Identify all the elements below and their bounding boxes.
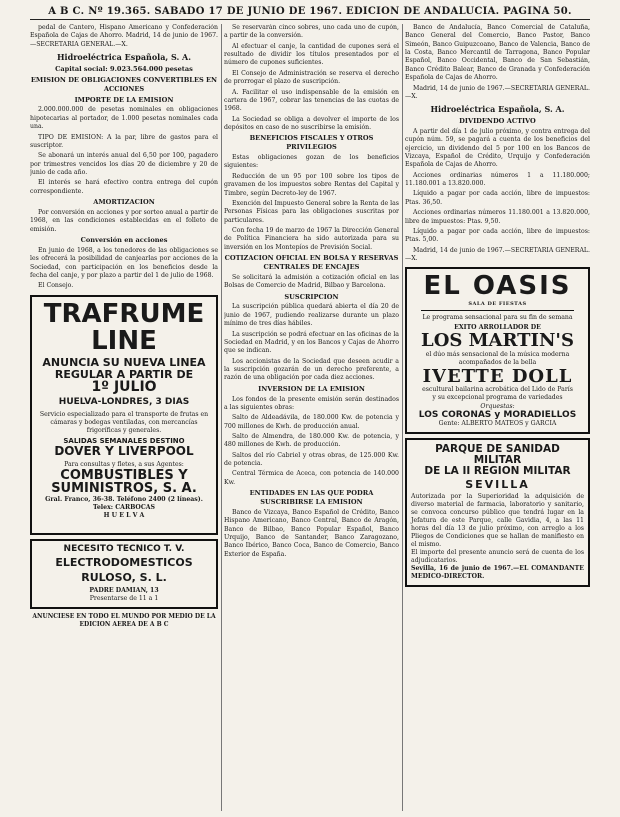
paragraph: TIPO DE EMISION: A la par, libre de gastos para el suscriptor. [30,133,218,149]
column-3-intro: Banco de Andalucía, Banco Comercial de Cataluña, Banco General del Comercio, Banco Pastor, Banco Simeón, Banco Guipuzcoano, Banco de Valencia, Banco de la Costa, Banco Mercantil de Tarragona, Banco Popular Español, Banco Occidental, Banco de San Sebastián, Banco Crédito Balear, Banco de Granada y Confederación Española de Cajas de Ahorro. [405,24,590,82]
oasis-orch-label: Orquestas: [480,402,515,410]
paragraph: Al efectuar el canje, la cantidad de cupones será el resultado de dividir los títulos presentados por el número de cupones suficientes. [224,42,399,67]
oasis-text: escultural bailarina acrobática del Lido de París [422,386,573,394]
subscription-text: Los accionistas de la Sociedad que deseen acudir a la suscripción gozarán de un derecho preferente, a razón de una obligación por cada diez acciones. [224,357,399,382]
signature: El Consejo. [38,282,74,290]
signature-date: Madrid, 14 de junio de 1967.—SECRETARIA GENERAL.—X. [405,246,590,262]
page-header: A B C. Nº 19.365. SABADO 17 DE JUNIO DE 1967. EDICION DE ANDALUCIA. PAGINA 50. [30,6,590,20]
company-heading: Hidroeléctrica Española, S. A. [430,104,565,115]
amortization-text: Por conversión en acciones y por sorteo anual a partir de 1968, en las condiciones establecidas en el folleto de emisión. [30,208,218,233]
oasis-text: y su excepcional programa de variedades [432,394,563,402]
banks-text: Banco de Vizcaya, Banco Español de Crédito, Banco Hispano Americano, Banco Central, Banco de Aragón, Banco de Bilbao, Banco Popular Español, Banco Urquijo, Banco de Santander, Banco Zaragozano, Banco Ibérico, Banco Coca, Banco de Comercio, Banco Exterior de España. [224,508,399,558]
paragraph: A partir del día 1 de julio próximo, y contra entrega del cupón núm. 59, se pagará a cuenta de los beneficios del ejercicio, un dividendo del 5 por 100 en los Bancos de Vizcaya, Español de Crédito, Urquijo y Confederación Española de Cajas de Ahorro. [405,127,590,169]
oasis-text: EXITO ARROLLADOR DE [454,324,541,332]
trafrume-agent-2: SUMINISTROS, S. A. [51,481,197,497]
column-divider [402,24,403,811]
column-1 [30,24,218,811]
investment-text: Salto de Almendra, de 180.000 Kw. de potencia, y 480 millones de Kwh. de producción. [224,433,399,449]
tecnico-ad [30,539,218,610]
paragraph: Acciones ordinarias números 1 a 11.180.000; 11.180.001 a 13.820.000. [405,171,590,188]
paragraph: Se reservarán cinco sobres, uno cada uno de cupón, a partir de la conversión. [224,24,399,40]
parque-signature: Sevilla, 16 de junio de 1967.—EL COMANDANTE MEDICO-DIRECTOR. [411,565,584,581]
trafrume-contact: Para consultas y fletes, a sus Agentes: [64,460,184,468]
trafrume-agent-1: COMBUSTIBLES Y [60,467,188,483]
conversion-heading: Conversión en acciones [80,236,168,244]
fiscal-heading: BENEFICIOS FISCALES Y OTROS PRIVILEGIOS [249,134,374,152]
oasis-ad [405,267,590,434]
quote-text: Se solicitará la admisión a cotización oficial en las Bolsas de Comercio de Madrid, Bilbao y Barcelona. [224,273,399,290]
investment-text: Central Térmica de Aceca, con potencia de 140.000 Kw. [224,470,399,486]
fiscal-text: Reducción de un 95 por 100 sobre los tipos de gravamen de los impuestos sobre Rentas del Capital y Timbre, según Decreto-ley de 1967. [224,172,399,197]
subscription-text: La suscripción pública quedará abierta el día 20 de junio de 1967, pudiendo realizarse durante un plazo mínimo de tres días hábiles. [224,303,399,328]
paragraph: Líquido a pagar por cada acción, libre de impuestos: Ptas. 36,50. [405,190,590,206]
paragraph: 2.000.000.000 de pesetas nominales en obligaciones hipotecarias al portador, de 1.000 pesetas nominales cada una. [30,106,218,131]
oasis-text: el dúo más sensacional de la música moderna acompañados de la bella [425,351,570,367]
trafrume-weekly: SALIDAS SEMANALES DESTINO [63,436,185,445]
paragraph: El Consejo de Administración se reserva el derecho de prorrogar el plazo de suscripción. [224,69,399,86]
intro-date: Madrid, 14 de junio de 1967.—SECRETARIA GENERAL.—X. [405,84,590,100]
banks-heading: ENTIDADES EN LAS QUE PODRA SUSCRIBIRSE LA EMISION [249,489,374,507]
oasis-title: EL OASIS [423,271,572,302]
parque-line2: DE LA II REGION MILITAR [424,465,571,478]
fiscal-text: Exención del Impuesto General sobre la Renta de las Personas Físicas para las obligaciones suscritas por particulares. [224,199,399,224]
trafrume-title: TRAFRUME LINE [43,298,205,356]
tecnico-line3: RULOSO, S. L. [81,570,167,584]
company-heading: Hidroeléctrica Española, S. A. [57,52,191,63]
paragraph: El interés se hará efectivo contra entrega del cupón correspondiente. [30,179,218,195]
conversion-text: En junio de 1968, a los tenedores de las obligaciones se les ofrecerá la posibilidad de canjearlas por acciones de la Sociedad, con participación en los beneficios desde la fecha del canje, y por plazo a partir del 1 de julio de 1968. [30,246,218,279]
subscription-heading: SUSCRIPCION [284,292,339,301]
oasis-text: Le programa sensacional para su fin de semana [422,314,573,322]
emission-line: IMPORTE DE LA EMISION [74,95,174,104]
column-2 [224,24,399,811]
emission-line: EMISION DE OBLIGACIONES CONVERTIBLES EN ACCIONES [30,75,218,93]
parque-line1: PARQUE DE SANIDAD MILITAR [435,443,560,467]
column-3 [405,24,590,811]
parque-city: SEVILLA [465,478,530,492]
trafrume-route: HUELVA-LONDRES, 3 DIAS [58,397,190,408]
trafrume-desc: Servicio especializado para el transporte de frutas en cámaras y bodegas ventiladas, con mercancías frigoríficas y generales. [39,410,209,434]
oasis-act-1: LOS MARTIN'S [421,330,574,352]
trafrume-ad [30,295,218,535]
paragraph: Líquido a pagar por cada acción, libre de impuestos: Ptas. 5,00. [405,227,590,244]
trafrume-line1: ANUNCIA SU NUEVA LINEA [42,356,206,370]
tecnico-address: PADRE DAMIAN, 13 [89,587,159,595]
dividend-heading: DIVIDENDO ACTIVO [459,117,536,126]
column-divider [221,24,222,811]
quote-heading: COTIZACION OFICIAL EN BOLSA Y RESERVAS CENTRALES DE ENCAJES [224,254,399,271]
amortization-heading: AMORTIZACION [93,198,155,207]
investment-text: Saltos del río Cabriel y otras obras, de 125.000 Kw. de potencia. [224,451,399,468]
parque-body: Autorizada por la Superioridad la adquisición de diverso material de farmacia, laboratorio y sanitario, se convoca concurso público que tendrá lugar en la Jefatura de este Parque, calle Gavidia, 4, a las 11 horas del día 13 de julio próximo, con arreglo a los Pliegos de Condiciones que se hallan de manifiesto en el mismo. [411,492,584,549]
trafrume-dest: DOVER Y LIVERPOOL [54,444,194,459]
oasis-subtitle: SALA DE FIESTAS [468,300,527,307]
tecnico-line2: ELECTRODOMESTICOS [55,556,193,570]
investment-heading: INVERSION DE LA EMISION [258,384,365,393]
subscription-text: La suscripción se podrá efectuar en las oficinas de la Sociedad en Madrid, y en los Bancos y Cajas de Ahorro que se indican. [224,330,399,355]
tecnico-line1: NECESITO TECNICO T. V. [63,543,185,554]
investment-text: Salto de Aldeadávila, de 180.000 Kw. de potencia y 700 millones de Kwh. de producción anual. [224,414,399,430]
paragraph: La Sociedad se obliga a devolver el importe de los depósitos en caso de no suscribirse la emisión. [224,115,399,131]
parque-ad [405,438,590,587]
paragraph: Acciones ordinarias números 11.180.001 a 13.820.000, libre de impuestos: Ptas. 9,50. [405,209,590,225]
trafrume-address: Gral. Franco, 36-38. Teléfono 2400 (2 líneas). Telex: CARBOCAS [45,495,203,512]
oasis-act-2: IVETTE DOLL [422,365,573,387]
footer-note: ANUNCIESE EN TODO EL MUNDO POR MEDIO DE LA EDICION AEREA DE A B C [32,613,216,629]
trafrume-line3: 1º JULIO [91,379,157,396]
trafrume-city: H U E L V A [103,512,145,520]
fiscal-text: Con fecha 19 de marzo de 1967 la Dirección General de Política Financiera ha sido autorizada para su inversión en los Montepíos de Previsión Social. [224,226,399,251]
fiscal-text: Estas obligaciones gozan de los beneficios siguientes: [224,154,399,170]
divider [421,310,574,311]
tecnico-hours: Presentarse de 11 a 1 [89,595,159,603]
paragraph: A. Facilitar el uso indispensable de la emisión en cartera de 1967, cobrar las tenencias de las cuotas de 1968. [224,88,399,113]
trafrume-line2: REGULAR A PARTIR DE [54,367,194,381]
oasis-orchestras: LOS CORONAS y MORADIELLOS [418,409,577,420]
oasis-orch-sub: Gente: ALBERTO MATEOS y GARCIA [438,420,557,428]
emission-line: Capital social: 9.023.564.000 pesetas [55,64,193,73]
column-1-intro: pedal de Cantero, Hispano Americano y Confederación Española de Cajas de Ahorro. Madrid, 14 de junio de 1967.—SECRETARIA GENERAL.—X. [30,24,218,48]
parque-body-2: El importe del presente anuncio será de cuenta de los adjudicatarios. [411,549,584,565]
investment-text: Los fondos de la presente emisión serán destinados a las siguientes obras: [224,395,399,411]
paragraph: Se abonará un interés anual del 6,50 por 100, pagadero por trimestres vencidos los días 20 de diciembre y 20 de junio de cada año. [30,152,218,176]
